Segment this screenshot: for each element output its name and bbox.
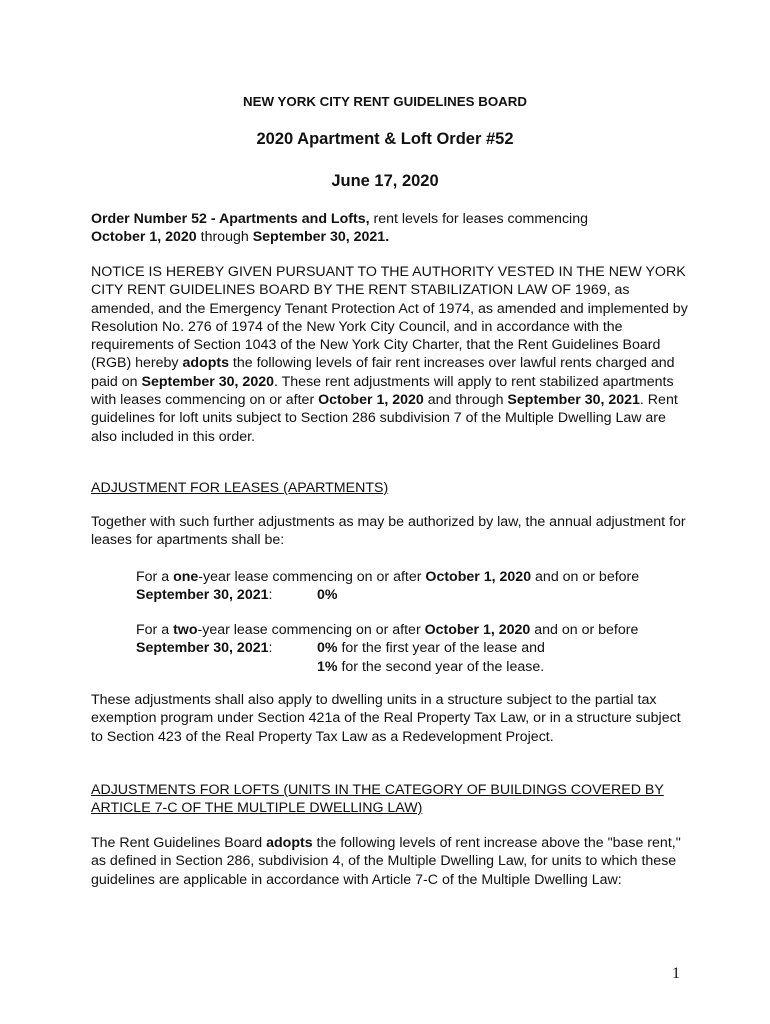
page-number: 1 <box>672 965 680 982</box>
notice-text-4: and through <box>423 392 508 409</box>
notice-text-3: . These rent adjustments will apply to rent stabilized apartments with leases commencing on or after <box>91 373 674 409</box>
intro-order-number: Order Number 52 - Apartments and Lofts, <box>91 211 370 227</box>
lofts-heading: ADJUSTMENTS FOR LOFTS (UNITS IN THE CATEGORY OF BUILDINGS COVERED BY ARTICLE 7-C OF THE MULTIPLE DWELLING LAW) <box>91 782 664 817</box>
lofts-text-2: the following levels of rent increase above the "base rent," as defined in Section 286, subdivision 4, of the Multiple Dwelling Law, for units to which these guidelines are applicable in accordance with Article 7-C of the Multiple Dwelling Law: <box>91 835 681 888</box>
order-title: 2020 Apartment & Loft Order #52 <box>256 130 514 148</box>
apartments-heading: ADJUSTMENT FOR LEASES (APARTMENTS) <box>91 480 389 496</box>
one-year-lease-value-row <box>136 586 696 604</box>
lease1-start-date: October 1, 2020 <box>425 569 532 585</box>
lofts-adopts: adopts <box>266 835 313 851</box>
one-year-lease-block <box>136 568 696 605</box>
lease2-term: two <box>173 622 198 638</box>
intro-through: through <box>196 229 253 246</box>
lofts-text-1: The Rent Guidelines Board <box>91 835 267 851</box>
lease1-text-1: For a <box>136 569 174 585</box>
lease2-text-1: For a <box>136 622 174 638</box>
lease2-start-date: October 1, 2020 <box>424 622 531 638</box>
notice-date-1: September 30, 2020 <box>141 373 274 390</box>
one-year-lease-text <box>136 568 696 586</box>
lease1-text-2: -year lease commencing on or after <box>198 569 426 585</box>
lease2-first-year-value: 0% <box>317 640 338 657</box>
notice-date-3: September 30, 2021 <box>507 392 640 409</box>
lease1-value: 0% <box>317 587 338 604</box>
lease1-text-3: and on or before <box>531 569 640 585</box>
apartments-intro: Together with such further adjustments as may be authorized by law, the annual adjustment for leases for apartments shall be: <box>91 514 686 549</box>
two-year-lease-value-row <box>136 639 696 676</box>
intro-end-date: September 30, 2021. <box>252 229 390 246</box>
notice-text-1: NOTICE IS HEREBY GIVEN PURSUANT TO THE AUTHORITY VESTED IN THE NEW YORK CITY RENT GUIDELINES BOARD BY THE RENT STABILIZATION LAW OF 1969, as amended, and the Emergency Tenant Protection Act of 1974, as amended and implemented by Resolution No. 276 of 1974 of the New York City Council, and in accordance with the requirements of Section 1043 of the New York City Charter, that the Rent Guidelines Board (RGB) hereby <box>91 264 688 372</box>
notice-text-5: . Rent guidelines for loft units subject to Section 286 subdivision 7 of the Multiple Dwelling Law are also included in this order. <box>91 392 678 445</box>
lease1-term: one <box>173 569 199 585</box>
lease2-end-date: September 30, 2021 <box>136 640 269 657</box>
apartments-applicability: These adjustments shall also apply to dwelling units in a structure subject to the partial tax exemption program under Section 421a of the Real Property Tax Law, or in a structure subject to Section 423 of the Real Property Tax Law as a Redevelopment Project. <box>91 692 681 745</box>
notice-text-2: the following levels of fair rent increases over lawful rents charged and paid on <box>91 355 675 390</box>
intro-text: rent levels for leases commencing <box>369 211 588 227</box>
lease2-text-3: and on or before <box>530 622 639 638</box>
lease2-second-year-text: for the second year of the lease. <box>337 658 545 675</box>
notice-adopts: adopts <box>182 355 229 372</box>
lofts-paragraph <box>91 834 691 889</box>
intro-start-date: October 1, 2020 <box>91 229 197 246</box>
lease1-date-label <box>136 586 317 604</box>
lease2-text-2: -year lease commencing on or after <box>197 622 425 638</box>
lease2-first-year-text: for the first year of the lease and <box>337 640 545 657</box>
lease2-colon: : <box>268 640 273 657</box>
notice-paragraph <box>91 263 691 446</box>
board-heading: NEW YORK CITY RENT GUIDELINES BOARD <box>243 94 527 109</box>
lease1-end-date: September 30, 2021 <box>136 587 269 604</box>
two-year-lease-text <box>136 621 696 639</box>
intro-paragraph <box>91 210 691 247</box>
order-date: June 17, 2020 <box>331 172 439 190</box>
lease1-colon: : <box>268 587 273 604</box>
lease2-date-label <box>136 639 317 676</box>
lease2-second-year-value: 1% <box>317 658 338 675</box>
notice-date-2: October 1, 2020 <box>318 392 424 409</box>
lease2-values <box>317 639 545 676</box>
two-year-lease-block <box>136 621 696 676</box>
